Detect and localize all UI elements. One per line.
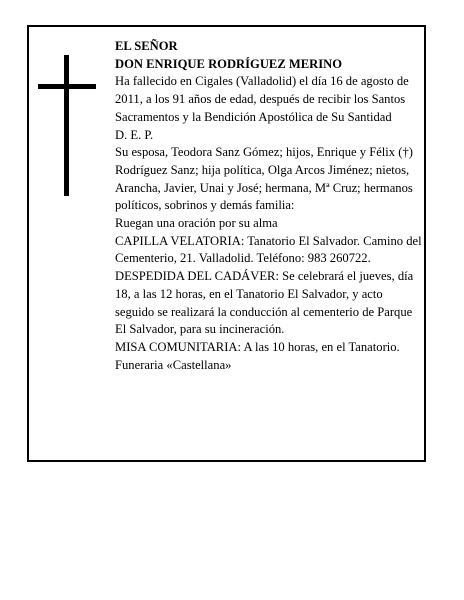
mass-info: MISA COMUNITARIA: A las 10 horas, en el Tanatorio. xyxy=(115,339,400,354)
chapel-info: CAPILLA VELATORIA: Tanatorio El Salvador. Camino del Cementerio, 21. Valladolid. Teléfono: 983 260722. xyxy=(115,233,422,266)
family-list: Su esposa, Teodora Sanz Gómez; hijos, Enrique y Félix (†) Rodríguez Sanz; hija política, Olga Arcos Jiménez; nietos, Arancha, Javier, Unai y José; hermana, Mª Cruz; hermanos políticos, sobrinos y demás familia: xyxy=(115,145,413,213)
obituary-text xyxy=(115,38,422,374)
farewell-info: DESPEDIDA DEL CADÁVER: Se celebrará el jueves, día 18, a las 12 horas, en el Tanatorio El Salvador, y acto seguido se realizará la conducción al cementerio de Parque El Salvador, para su incineración. xyxy=(115,269,414,337)
deceased-name: DON ENRIQUE RODRÍGUEZ MERINO xyxy=(115,56,343,71)
funeral-home: Funeraria «Castellana» xyxy=(115,357,232,372)
cross-icon-crossbar xyxy=(38,84,96,89)
prayer-request: Ruegan una oración por su alma xyxy=(115,216,278,231)
cross-icon xyxy=(64,55,69,196)
heading-title: EL SEÑOR xyxy=(115,39,178,53)
death-announcement: Ha fallecido en Cigales (Valladolid) el día 16 de agosto de 2011, a los 91 años de edad, después de recibir los Santos Sacramentos y la Bendición Apostólica de Su Santidad xyxy=(115,74,409,124)
rip-line: D. E. P. xyxy=(115,127,154,142)
